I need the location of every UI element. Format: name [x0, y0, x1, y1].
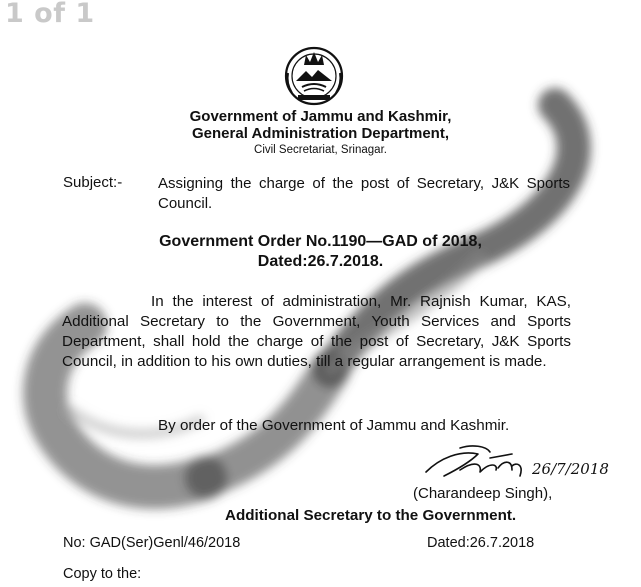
order-body-paragraph: In the interest of administration, Mr. Rajnish Kumar, KAS, Additional Secretary to the Government, Youth Services and Sports Department, shall hold the charge of the post of Secretary, J&K Sports Council, in addition to his own duties, till a regular arrangement is made. — [62, 293, 571, 370]
by-order-line: By order of the Government of Jammu and Kashmir. — [158, 417, 510, 434]
subject-text: Assigning the charge of the post of Secretary, J&K Sports Council. — [158, 175, 570, 212]
order-title: Government Order No.1190—GAD of 2018, — [159, 233, 482, 250]
signatory-designation: Additional Secretary to the Government. — [225, 507, 517, 524]
office-address: Civil Secretariat, Srinagar. — [254, 144, 387, 156]
order-date: Dated:26.7.2018. — [257, 253, 384, 270]
subject-label: Subject:- — [63, 174, 123, 191]
signatory-name: (Charandeep Singh), — [413, 485, 553, 502]
page-counter: 1 of 1 — [5, 0, 95, 29]
copy-to-heading: Copy to the: — [63, 566, 142, 582]
department-heading-line2: General Administration Department, — [192, 125, 449, 142]
department-heading-line1: Government of Jammu and Kashmir, — [189, 108, 452, 125]
handwritten-date: 26/7/2018 — [532, 460, 609, 478]
state-emblem-icon — [282, 43, 346, 107]
reference-number: No: GAD(Ser)Genl/46/2018 — [63, 535, 241, 551]
reference-date: Dated:26.7.2018 — [427, 535, 535, 551]
